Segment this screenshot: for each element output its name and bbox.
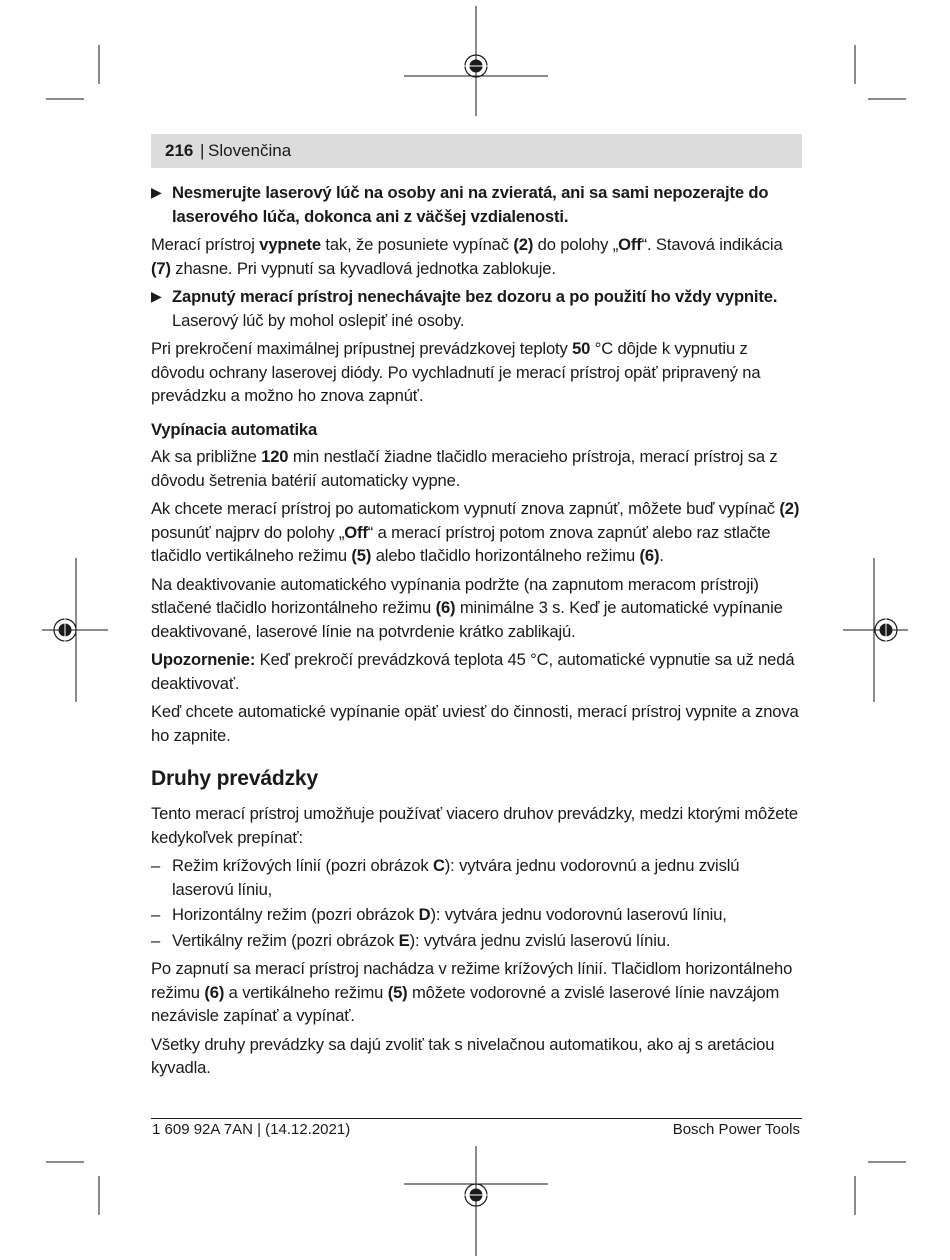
list-item: – Horizontálny režim (pozri obrázok D): vytvára jednu vodorovnú laserovú líniu, <box>151 905 727 924</box>
warning-arrow-icon: ▶ <box>151 288 162 304</box>
footer-rule <box>151 1118 802 1119</box>
paragraph-note: Upozornenie: Keď prekročí prevádzková teplota 45 °C, automatické vypnutie sa už nedá deaktivovať. <box>151 650 795 693</box>
header-language: Slovenčina <box>208 141 292 160</box>
paragraph-modes-intro: Tento merací prístroj umožňuje používať viacero druhov prevádzky, medzi ktorými môžete kedykoľvek prepínať: <box>151 804 798 847</box>
list-item: – Režim krížových línií (pozri obrázok C): vytvára jednu vodorovnú a jednu zvislú laserovú líniu, <box>151 856 740 899</box>
warning-text: Nesmerujte laserový lúč na osoby ani na zvieratá, ani sa sami nepozerajte do laserového lúča, dokonca ani z väčšej vzdialenosti. <box>172 183 769 226</box>
page-number: 216 <box>165 141 194 160</box>
modes-list <box>151 854 802 952</box>
warning-unattended: ▶ Zapnutý merací prístroj nenechávajte bez dozoru a po použití ho vždy vypnite. Laserový lúč by mohol oslepiť iné osoby. <box>151 287 778 330</box>
section-heading-modes: Druhy prevádzky <box>151 767 318 790</box>
header-separator: | <box>200 141 205 160</box>
warning-laser-eyes <box>151 181 802 228</box>
paragraph-auto-off-3: Na deaktivovanie automatického vypínania podržte (na zapnutom meracom prístroji) stlačené tlačidlo horizontálneho režimu (6) minimálne 3 s. Keď je automatické vypínanie deaktivované, laserové línie na potvrdenie krátko zablikajú. <box>151 574 783 641</box>
paragraph-switch-off: Merací prístroj vypnete tak, že posuniete vypínač (2) do polohy „Off“. Stavová indikácia (7) zhasne. Pri vypnutí sa kyvadlová jednotka zablokuje. <box>151 235 783 278</box>
paragraph-modes-2: Všetky druhy prevádzky sa dajú zvoliť tak s nivelačnou automatikou, ako aj s aretáciou kyvadla. <box>151 1034 775 1077</box>
page-header <box>151 134 802 168</box>
paragraph-modes-1: Po zapnutí sa merací prístroj nachádza v režime krížových línií. Tlačidlom horizontálneho režimu (6) a vertikálneho režimu (5) môžete vodorovné a zvislé laserové línie navzájom nezávisle zapínať a vypínať. <box>151 959 793 1025</box>
footer-document-id: 1 609 92A 7AN | (14.12.2021) <box>152 1121 351 1138</box>
list-item: – Vertikálny režim (pozri obrázok E): vytvára jednu zvislú laserovú líniu. <box>151 930 671 950</box>
warning-arrow-icon: ▶ <box>151 184 162 200</box>
paragraph-temperature: Pri prekročení maximálnej prípustnej prevádzkovej teploty 50 °C dôjde k vypnutiu z dôvodu ochrany laserovej diódy. Po vychladnutí je merací prístroj opäť pripravený na prevádzku a možno ho znova zapnúť. <box>151 339 761 405</box>
footer-brand: Bosch Power Tools <box>672 1121 800 1138</box>
paragraph-auto-off-2: Ak chcete merací prístroj po automatickom vypnutí znova zapnúť, môžete buď vypínač (2) posunúť najprv do polohy „Off“ a merací prístroj potom znova zapnúť alebo raz stlačte tlačidlo vertikálneho režimu (5) alebo tlačidlo horizontálneho režimu (6). <box>151 499 800 565</box>
section-subheading-auto-off: Vypínacia automatika <box>151 419 318 439</box>
paragraph-auto-off-1: Ak sa približne 120 min nestlačí žiadne tlačidlo meracieho prístroja, merací prístroj sa z dôvodu šetrenia batérií automaticky vypne. <box>151 447 778 490</box>
paragraph-auto-off-4: Keď chcete automatické vypínanie opäť uviesť do činnosti, merací prístroj vypnite a znova ho zapnite. <box>151 702 799 745</box>
page-content <box>151 181 802 1085</box>
